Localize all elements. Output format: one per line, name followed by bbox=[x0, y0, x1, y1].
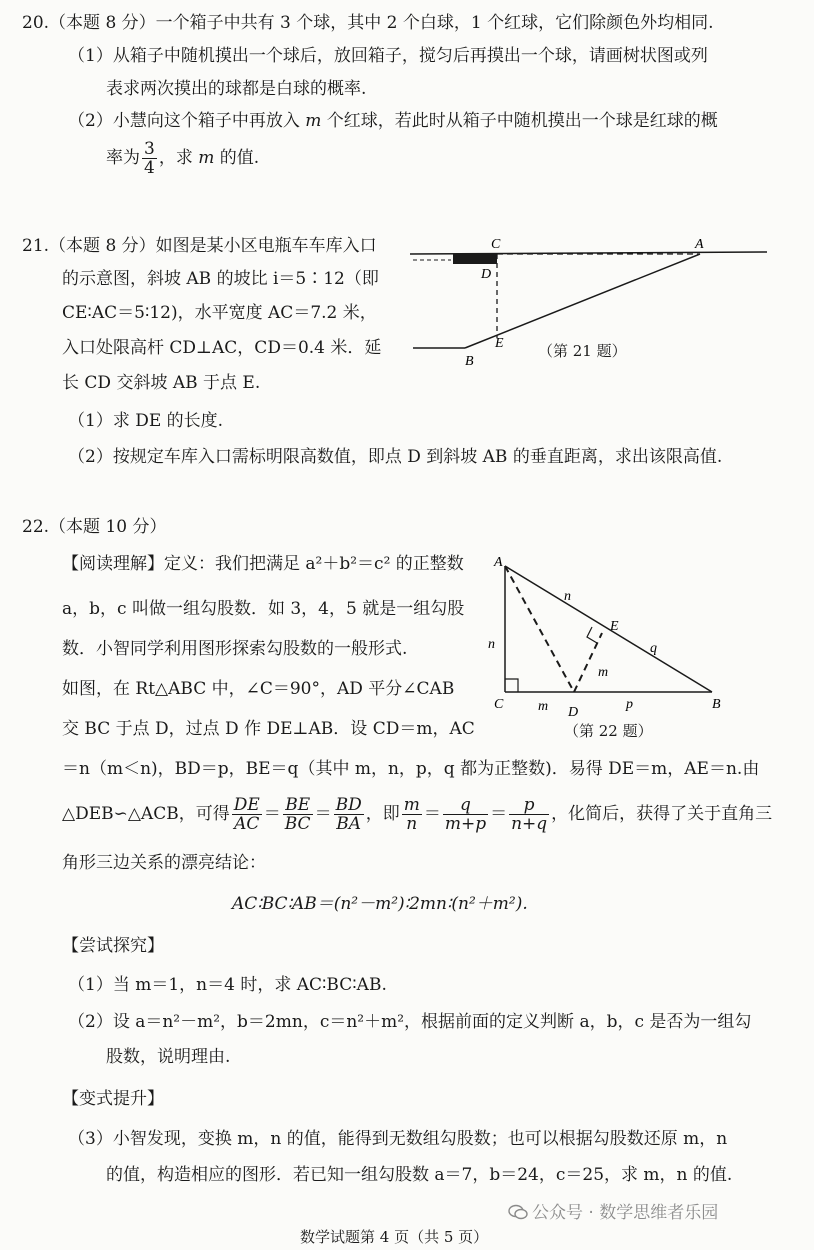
q21-stem-line4: 入口处限高杆 CD⊥AC，CD＝0.4 米．延 bbox=[62, 338, 382, 358]
q20-part1-line1: （1）从箱子中随机摸出一个球后，放回箱子，搅匀后再摸出一个球，请画树状图或列 bbox=[68, 46, 708, 66]
q21-stem-line3: CE∶AC＝5∶12)，水平宽度 AC＝7.2 米， bbox=[62, 303, 377, 323]
q22-part3-line2: 的值，构造相应的图形．若已知一组勾股数 a＝7，b＝24，c＝25，求 m，n 的值. bbox=[106, 1165, 733, 1185]
figure-22-right-triangle bbox=[480, 552, 740, 742]
label-q: q bbox=[650, 641, 657, 656]
label-b: B bbox=[465, 354, 474, 369]
q22-reading-line3: 数．小智同学利用图形探索勾股数的一般形式. bbox=[62, 639, 408, 659]
q22-reading-line2: a，b，c 叫做一组勾股数．如 3，4，5 就是一组勾股 bbox=[62, 599, 465, 619]
label-b: B bbox=[712, 697, 721, 712]
q20-part2-line2: 率为 $\frac{3}{4}$ ，求 m 的值. bbox=[106, 139, 260, 178]
label-m-de: m bbox=[598, 665, 609, 680]
q21-stem-line5: 长 CD 交斜坡 AB 于点 E. bbox=[62, 373, 261, 393]
q22-title: 22.（本题 10 分） bbox=[22, 517, 167, 537]
fraction-three-quarters: $\frac{3}{4}$ bbox=[144, 139, 155, 178]
label-n-hyp: n bbox=[564, 589, 571, 604]
q22-part3-line1: （3）小智发现，变换 m，n 的值，能得到无数组勾股数；也可以根据勾股数还原 m，n bbox=[68, 1129, 728, 1149]
q22-variation-heading: 【变式提升】 bbox=[62, 1089, 164, 1109]
q22-reading-line1: 【阅读理解】定义：我们把满足 a²＋b²＝c² 的正整数 bbox=[62, 554, 464, 574]
q22-try-heading: 【尝试探究】 bbox=[62, 936, 164, 956]
q22-part2-line1: （2）设 a＝n²－m²，b＝2mn，c＝n²＋m²，根据前面的定义判断 a，b，c 是否为一组勾 bbox=[68, 1012, 752, 1032]
label-c: C bbox=[494, 697, 504, 712]
q22-part1: （1）当 m＝1，n＝4 时，求 AC∶BC∶AB. bbox=[68, 975, 387, 995]
barrier-block bbox=[453, 254, 497, 264]
q22-reading-line4: 如图，在 Rt△ABC 中，∠C＝90°，AD 平分∠CAB bbox=[62, 679, 455, 699]
label-m-cd: m bbox=[538, 699, 549, 714]
right-angle-e bbox=[587, 627, 597, 643]
segment-ad bbox=[505, 566, 574, 692]
q22-part2-line2: 股数，说明理由. bbox=[106, 1047, 231, 1067]
q22-reading-line8: 角形三边关系的漂亮结论： bbox=[62, 853, 266, 873]
caption-21: （第 21 题） bbox=[538, 342, 627, 360]
q21-stem-line2: 的示意图，斜坡 AB 的坡比 i＝5∶12（即 bbox=[62, 269, 379, 289]
label-d: D bbox=[481, 267, 492, 282]
q20-part2-line1: （2）小慧向这个箱子中再放入 m 个红球，若此时从箱子中随机摸出一个球是红球的概 bbox=[68, 111, 718, 131]
label-e: E bbox=[495, 336, 504, 351]
label-a: A bbox=[695, 237, 704, 252]
q22-conclusion-formula: AC∶BC∶AB＝(n²－m²)∶2mn∶(n²＋m²). bbox=[232, 894, 528, 914]
wechat-icon bbox=[508, 1204, 528, 1220]
page-footer: 数学试题第 4 页（共 5 页） bbox=[300, 1228, 489, 1246]
right-angle-c bbox=[505, 679, 518, 692]
label-a: A bbox=[494, 555, 503, 570]
segment-de bbox=[574, 633, 602, 692]
slope-ab bbox=[465, 254, 700, 348]
label-n-left: n bbox=[488, 637, 495, 652]
q22-reading-line7: △DEB∽△ACB，可得 $\frac{DE}{AC}$ ＝ $\frac{BE}{BC}$ ＝ $\frac{BD}{BA}$ ，即 $\frac{m}{n}$ ＝ $\frac{q}{m+p}$ ＝ $\frac{p}{n+q}$ ，化简后，获得了关于直角三 bbox=[62, 795, 773, 834]
q22-reading-line5: 交 BC 于点 D，过点 D 作 DE⊥AB．设 CD＝m，AC bbox=[62, 719, 475, 739]
label-p: p bbox=[626, 697, 633, 712]
label-e: E bbox=[610, 619, 619, 634]
side-ab bbox=[505, 566, 712, 692]
q21-part2: （2）按规定车库入口需标明限高数值，即点 D 到斜坡 AB 的垂直距离，求出该限高值. bbox=[68, 447, 723, 467]
label-c: C bbox=[491, 237, 501, 252]
q21-part1: （1）求 DE 的长度. bbox=[68, 411, 224, 431]
caption-22: （第 22 题） bbox=[564, 722, 653, 740]
watermark: 公众号 · 数学思维者乐园 bbox=[508, 1198, 718, 1223]
label-d: D bbox=[568, 705, 579, 720]
q20-part1-line2: 表求两次摸出的球都是白球的概率. bbox=[106, 79, 367, 99]
q21-stem-line1: 21.（本题 8 分）如图是某小区电瓶车车库入口 bbox=[22, 236, 377, 256]
q20-stem: 20.（本题 8 分）一个箱子中共有 3 个球，其中 2 个白球，1 个红球，它们除颜色外均相同. bbox=[22, 13, 714, 33]
q22-reading-line6: ＝n（m＜n)，BD＝p，BE＝q（其中 m，n，p，q 都为正整数)．易得 DE＝m，AE＝n.由 bbox=[62, 759, 760, 779]
